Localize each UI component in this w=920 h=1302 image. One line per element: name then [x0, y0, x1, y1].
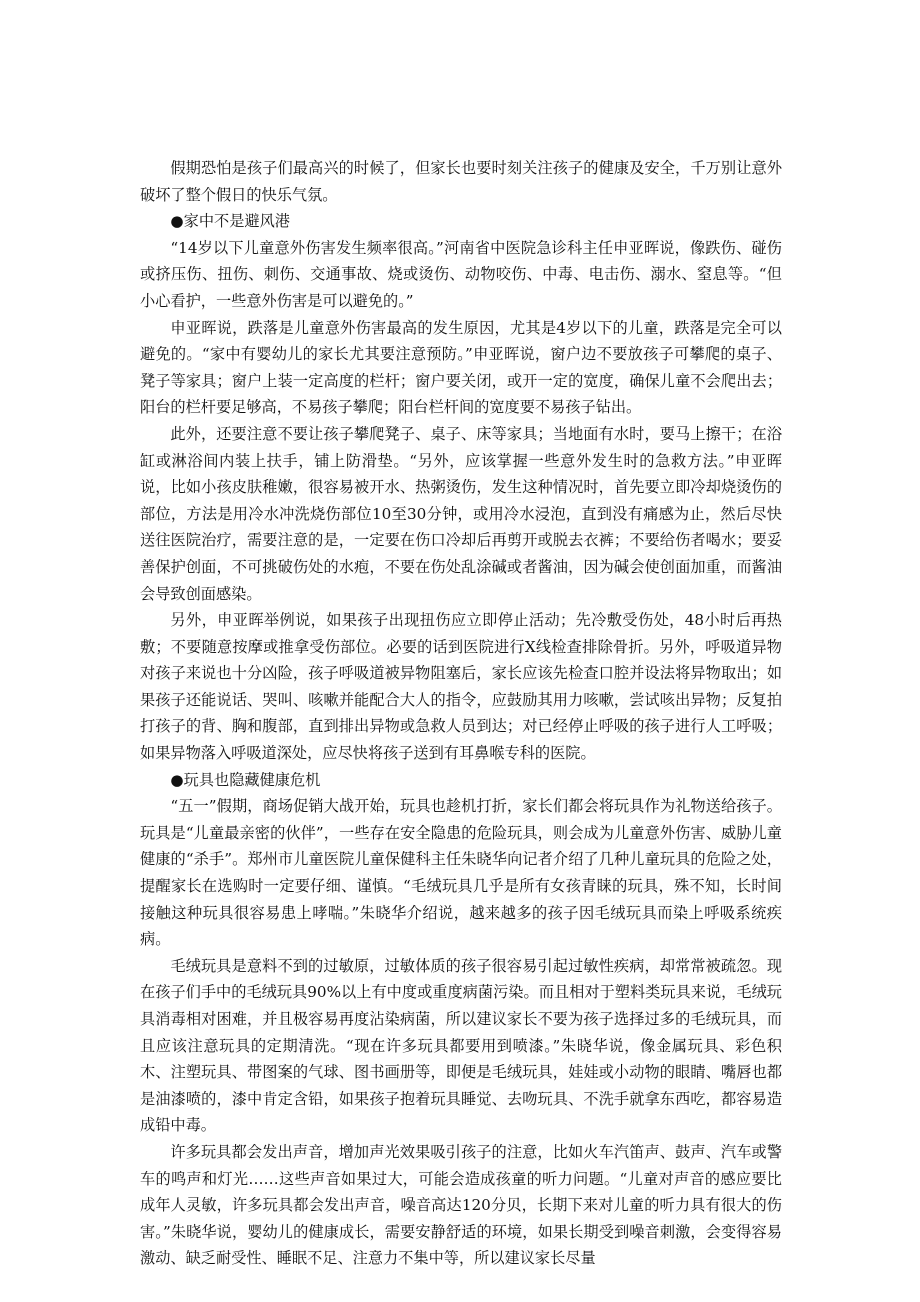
bullet-icon: ● [170, 212, 184, 231]
section-heading-text: 玩具也隐藏健康危机 [183, 770, 321, 789]
intro-paragraph: 假期恐怕是孩子们最高兴的时候了，但家长也要时刻关注孩子的健康及安全，千万别让意外破坏了整个假日的快乐气氛。 [140, 159, 782, 204]
section-heading-home [140, 208, 782, 235]
section-heading-toys [140, 767, 782, 794]
bullet-icon: ● [170, 770, 184, 789]
body-paragraph: “14岁以下儿童意外伤害发生频率很高。”河南省中医院急诊科主任申亚晖说，像跌伤、碰伤或挤压伤、扭伤、刺伤、交通事故、烧或烫伤、动物咬伤、中毒、电击伤、溺水、窒息等。“但小心看护，一些意外伤害是可以避免的。” [140, 238, 782, 310]
body-paragraph: 另外，申亚晖举例说，如果孩子出现扭伤应立即停止活动；先冷敷受伤处，48小时后再热敷；不要随意按摩或推拿受伤部位。必要的话到医院进行X线检查排除骨折。另外，呼吸道异物对孩子来说也十分凶险，孩子呼吸道被异物阻塞后，家长应该先检查口腔并设法将异物取出；如果孩子还能说话、哭叫、咳嗽并能配合大人的指令，应鼓励其用力咳嗽，尝试咳出异物；反复拍打孩子的背、胸和腹部，直到排出异物或急救人员到达；对已经停止呼吸的孩子进行人工呼吸；如果异物落入呼吸道深处，应尽快将孩子送到有耳鼻喉专科的医院。 [140, 611, 782, 763]
body-paragraph: “五一”假期，商场促销大战开始，玩具也趁机打折，家长们都会将玩具作为礼物送给孩子。玩具是“儿童最亲密的伙伴”，一些存在安全隐患的危险玩具，则会成为儿童意外伤害、威胁儿童健康的“杀手”。郑州市儿童医院儿童保健科主任朱晓华向记者介绍了几种儿童玩具的危险之处，提醒家长在选购时一定要仔细、谨慎。“毛绒玩具几乎是所有女孩青睐的玩具，殊不知，长时间接触这种玩具很容易患上哮喘。”朱晓华介绍说，越来越多的孩子因毛绒玩具而染上呼吸系统疾病。 [140, 797, 782, 949]
body-paragraph: 许多玩具都会发出声音，增加声光效果吸引孩子的注意，比如火车汽笛声、鼓声、汽车或警车的鸣声和灯光……这些声音如果过大，可能会造成孩童的听力问题。“儿童对声音的感应要比成年人灵敏，许多玩具都会发出声音，噪音高达120分贝，长期下来对儿童的听力具有很大的伤害。”朱晓华说，婴幼儿的健康成长，需要安静舒适的环境，如果长期受到噪音刺激，会变得容易激动、缺乏耐受性、睡眠不足、注意力不集中等，所以建议家长尽量 [140, 1142, 782, 1268]
section-heading-text: 家中不是避风港 [183, 212, 290, 231]
body-paragraph: 此外，还要注意不要让孩子攀爬凳子、桌子、床等家具；当地面有水时，要马上擦干；在浴缸或淋浴间内装上扶手，铺上防滑垫。“另外，应该掌握一些意外发生时的急救方法。”申亚晖说，比如小孩皮肤稚嫩，很容易被开水、热粥烫伤，发生这种情况时，首先要立即冷却烧烫伤的部位，方法是用冷水冲洗烧伤部位10至30分钟，或用冷水浸泡，直到没有痛感为止，然后尽快送往医院治疗，需要注意的是，一定要在伤口冷却后再剪开或脱去衣裤；不要给伤者喝水；要妥善保护创面，不可挑破伤处的水疱，不要在伤处乱涂碱或者酱油，因为碱会使创面加重，而酱油会导致创面感染。 [140, 424, 782, 603]
body-paragraph: 申亚晖说，跌落是儿童意外伤害最高的发生原因，尤其是4岁以下的儿童，跌落是完全可以避免的。“家中有婴幼儿的家长尤其要注意预防。”申亚晖说，窗户边不要放孩子可攀爬的桌子、凳子等家具；窗户上装一定高度的栏杆；窗户要关闭，或开一定的宽度，确保儿童不会爬出去；阳台的栏杆要足够高，不易孩子攀爬；阳台栏杆间的宽度要不易孩子钻出。 [140, 318, 782, 417]
document-body [140, 155, 782, 1272]
body-paragraph: 毛绒玩具是意料不到的过敏原，过敏体质的孩子很容易引起过敏性疾病，却常常被疏忽。现在孩子们手中的毛绒玩具90%以上有中度或重度病菌污染。而且相对于塑料类玩具来说，毛绒玩具消毒相对困难，并且极容易再度沾染病菌，所以建议家长不要为孩子选择过多的毛绒玩具，而且应该注意玩具的定期清洗。“现在许多玩具都要用到喷漆。”朱晓华说，像金属玩具、彩色积木、注塑玩具、带图案的气球、图书画册等，即便是毛绒玩具，娃娃或小动物的眼睛、嘴唇也都是油漆喷的，漆中肯定含铅，如果孩子抱着玩具睡觉、去吻玩具、不洗手就拿东西吃，都容易造成铅中毒。 [140, 956, 782, 1135]
